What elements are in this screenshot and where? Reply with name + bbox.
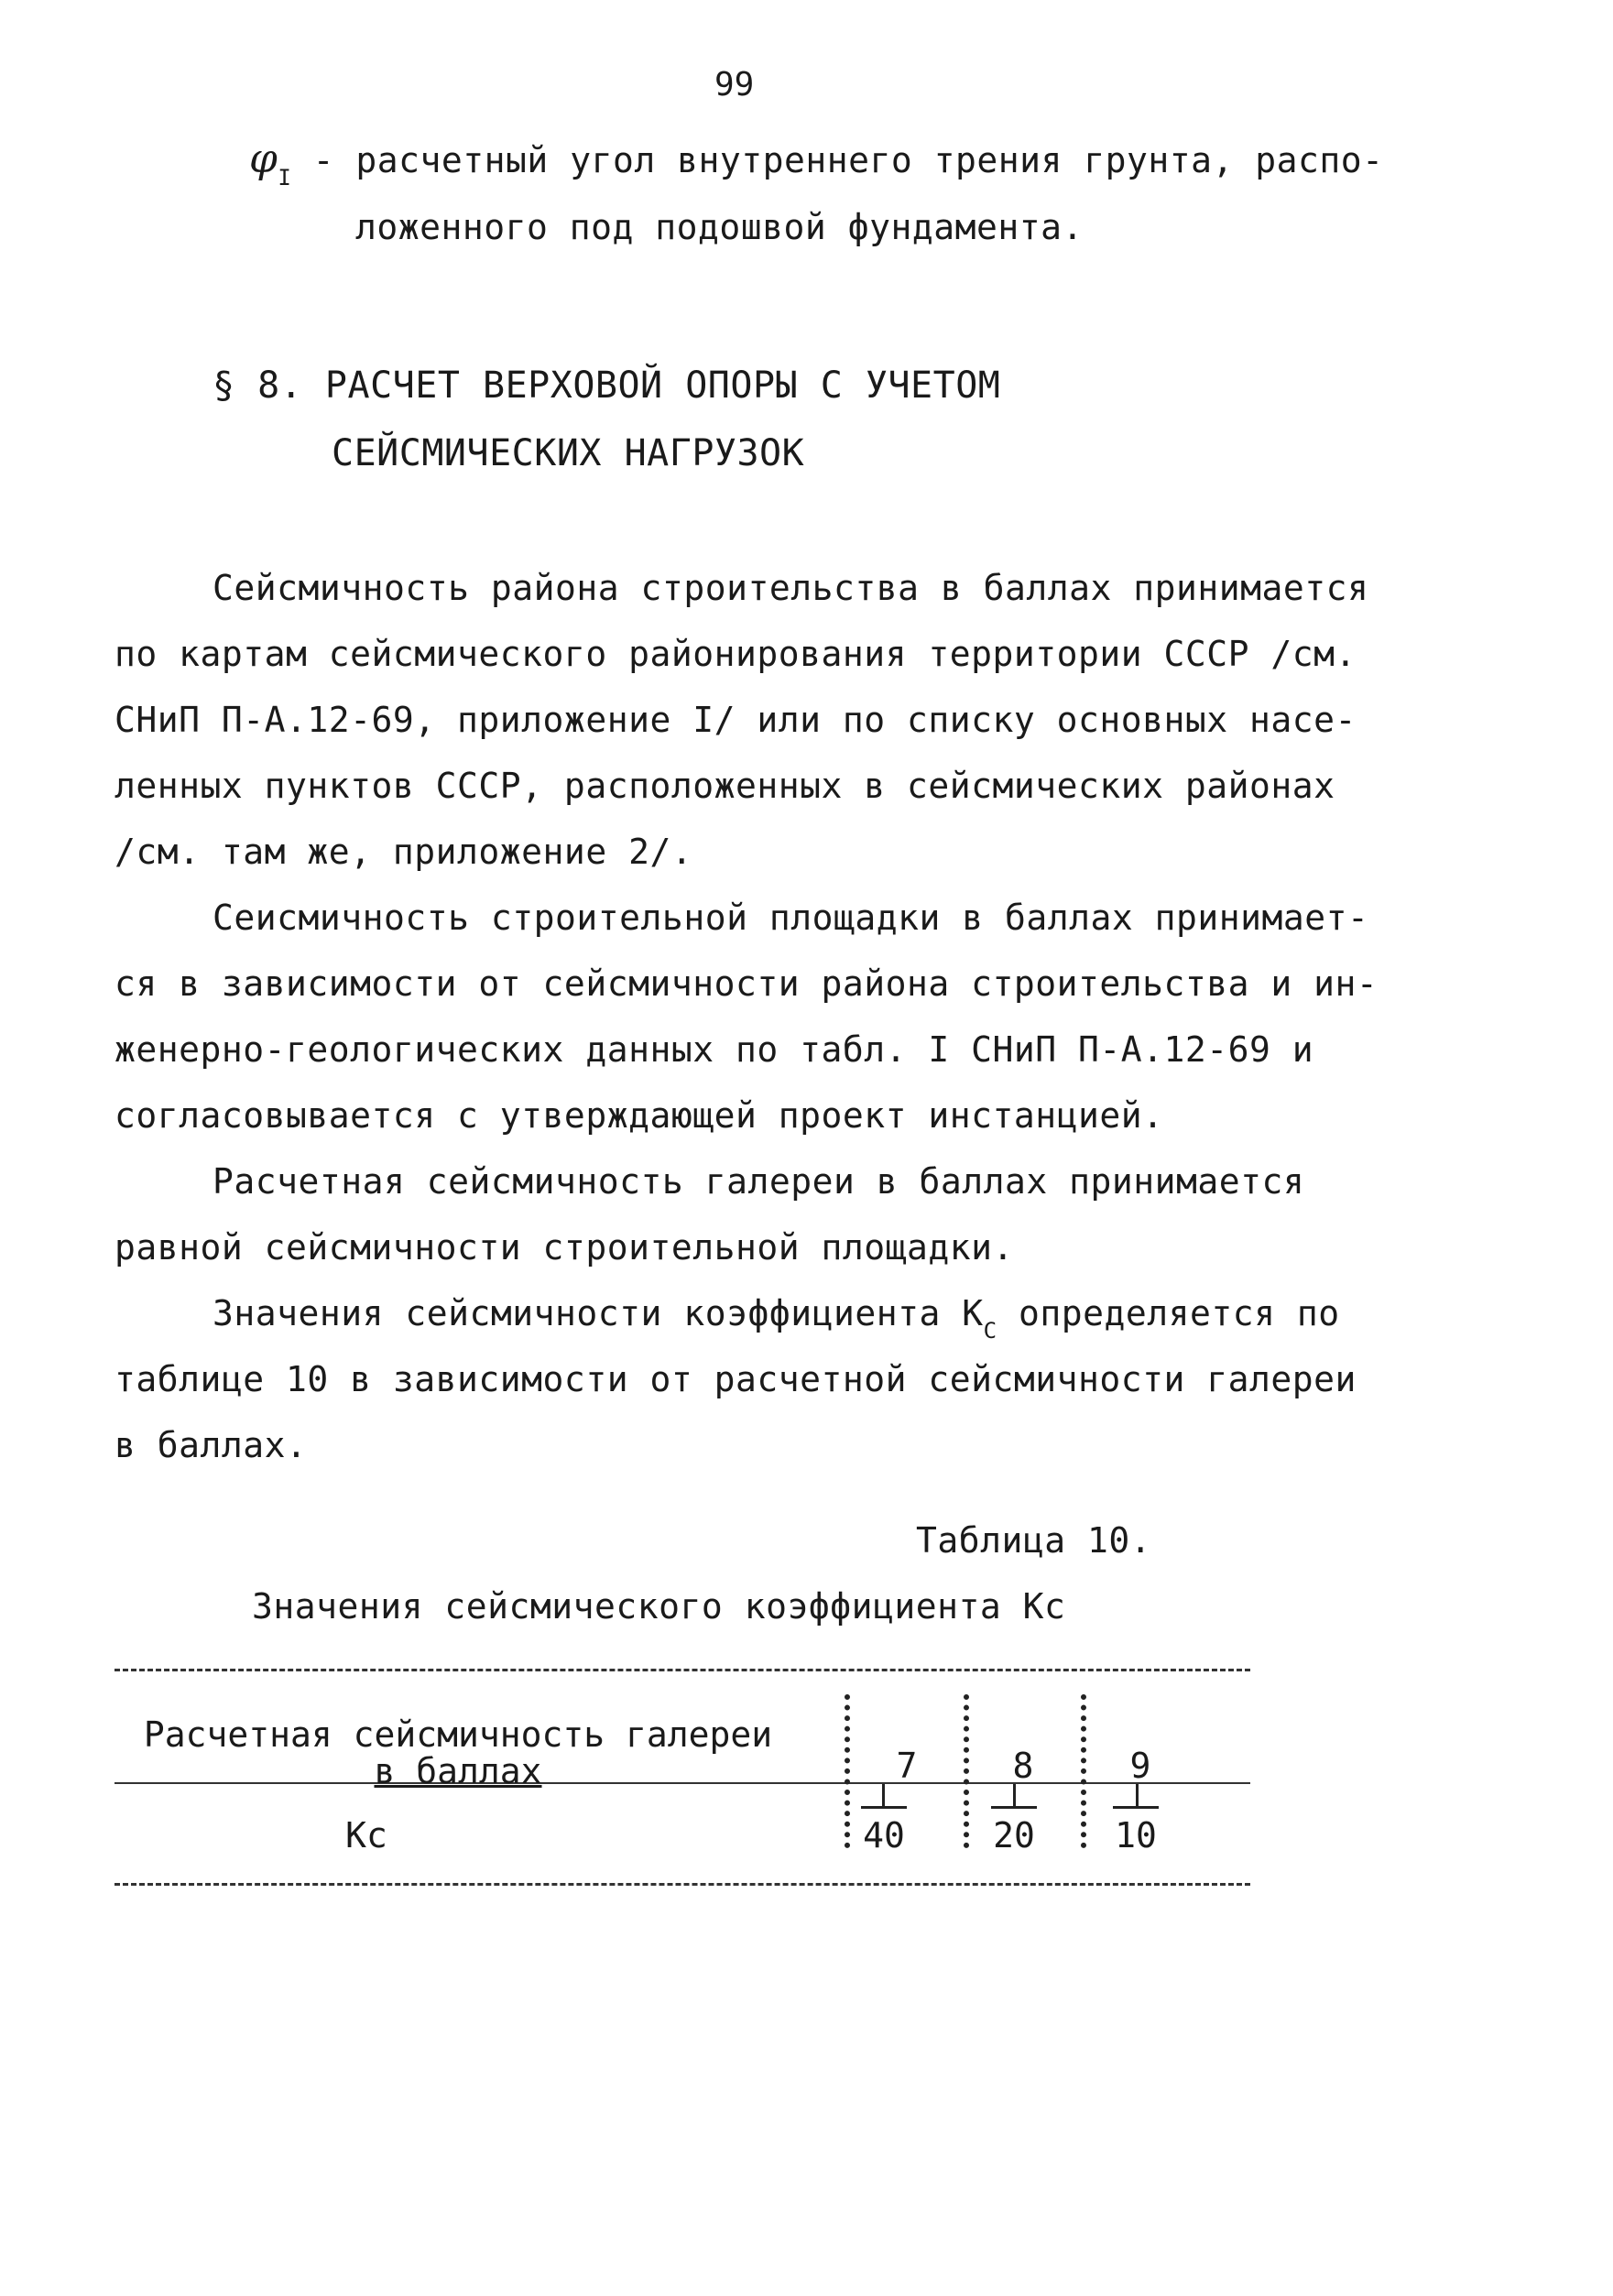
table-cell-denominator: 10: [1115, 1815, 1157, 1855]
paragraph-3-line-2: равной сейсмичности строительной площадки.: [114, 1227, 1014, 1268]
paragraph-1-line-4: ленных пунктов СССР, расположенных в сейсмических районах: [114, 766, 1335, 806]
paragraph-2-line-1: Сеисмичность строительной площадки в баллах принимает-: [213, 898, 1369, 938]
paragraph-2-line-2: ся в зависимости от сейсмичности района строительства и ин-: [114, 963, 1379, 1004]
column-separator: [845, 1694, 850, 1848]
fraction-bar: [991, 1806, 1037, 1809]
section-heading-line-2: СЕЙСМИЧЕСКИХ НАГРУЗОК: [332, 432, 805, 474]
table-caption: Значения сейсмического коэффициента Кс: [252, 1586, 1066, 1627]
row-header-seismicity: [137, 1714, 779, 1755]
paragraph-1-line-3: СНиП П-А.12-69, приложение I/ или по списку основных насе-: [114, 700, 1357, 740]
phi-subscript: I: [278, 165, 292, 190]
definition-text-1: - расчетный угол внутреннего трения грунта, распо-: [312, 140, 1384, 180]
row-header-seismicity-line-1: Расчетная сейсмичность галереи: [143, 1714, 773, 1755]
paragraph-1-line-2: по картам сейсмического районирования территории СССР /см.: [114, 634, 1357, 674]
kc-subscript: С: [983, 1318, 997, 1344]
table-cell-level: 8: [1012, 1746, 1034, 1786]
definition-line-1: [249, 136, 1384, 190]
section-heading-line-1: § 8. РАСЧЕТ ВЕРХОВОЙ ОПОРЫ С УЧЕТОМ: [213, 365, 1001, 407]
paragraph-3-line-1: Расчетная сейсмичность галереи в баллах принимается: [213, 1161, 1305, 1202]
fraction-bar: [1113, 1806, 1159, 1809]
page-number: 99: [714, 66, 755, 103]
paragraph-1-line-5: /см. там же, приложение 2/.: [114, 832, 693, 872]
paragraph-4-line-1: [213, 1293, 1340, 1344]
row-header-kc: Кс: [345, 1815, 387, 1855]
paragraph-4-line-2: таблице 10 в зависимости от расчетной сейсмичности галереи: [114, 1359, 1357, 1399]
fraction-stem: [1136, 1784, 1139, 1806]
table-cell-level: 7: [896, 1746, 918, 1786]
paragraph-2-line-3: женерно-геологических данных по табл. I СНиП П-А.12-69 и: [114, 1029, 1314, 1070]
table-cell-level: 9: [1129, 1746, 1151, 1786]
column-separator: [964, 1694, 969, 1848]
paragraph-4-text-b: определяется по: [997, 1293, 1340, 1333]
table-bottom-rule: [114, 1883, 1250, 1886]
phi-symbol: φ: [249, 136, 278, 182]
table-label: Таблица 10.: [916, 1520, 1152, 1561]
fraction-bar: [861, 1806, 907, 1809]
definition-line-2: ложенного под подошвой фундамента.: [355, 207, 1084, 247]
paragraph-4-line-3: в баллах.: [114, 1425, 308, 1465]
paragraph-1-line-1: Сейсмичность района строительства в баллах принимается: [213, 568, 1369, 608]
paragraph-2-line-4: согласовывается с утверждающей проект инстанцией.: [114, 1095, 1164, 1136]
table-top-rule: [114, 1669, 1250, 1671]
table-cell-denominator: 20: [993, 1815, 1035, 1855]
table-cell-denominator: 40: [863, 1815, 905, 1855]
fraction-stem: [1013, 1784, 1016, 1806]
row-header-seismicity-line-2: в баллах: [374, 1751, 542, 1791]
paragraph-4-text-a: Значения сейсмичности коэффициента К: [213, 1293, 984, 1333]
fraction-stem: [882, 1784, 885, 1806]
column-separator: [1081, 1694, 1086, 1848]
